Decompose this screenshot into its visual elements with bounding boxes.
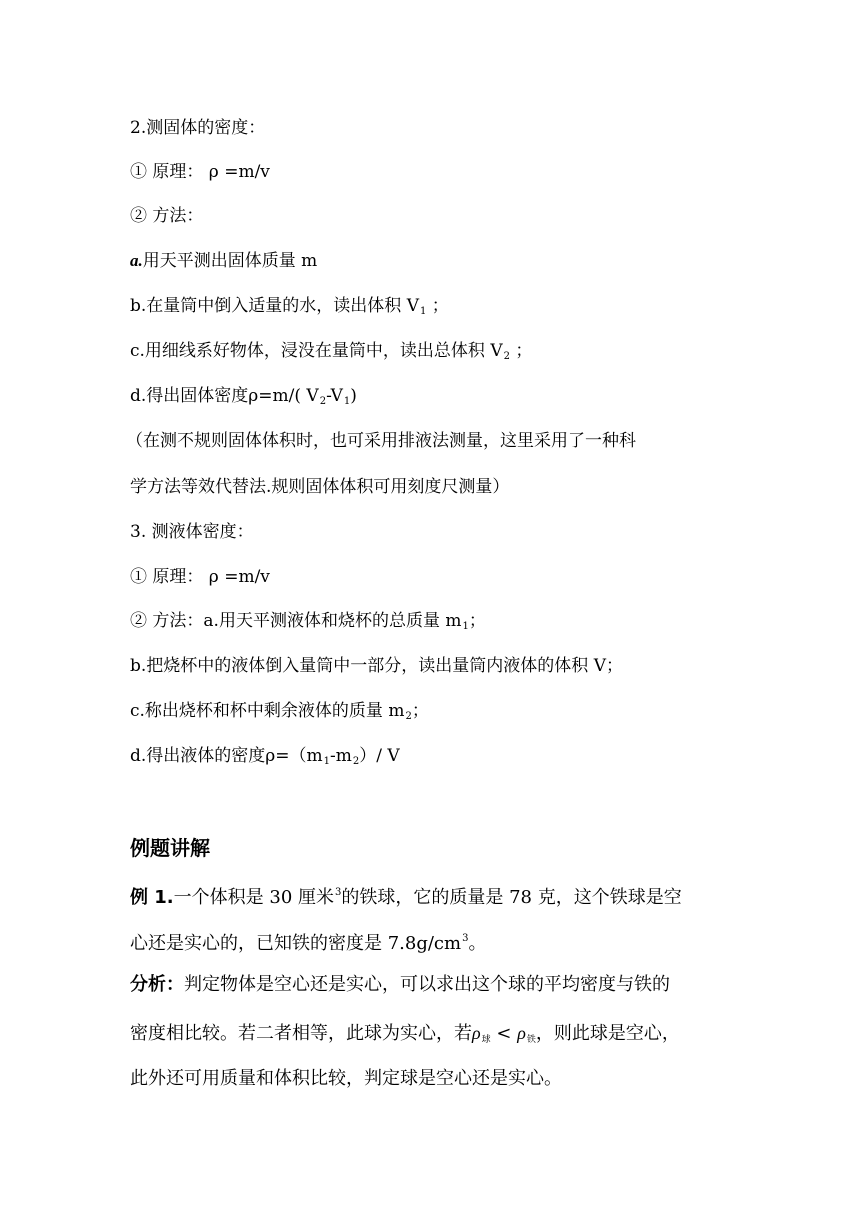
section3-step-b <box>130 656 623 676</box>
example1-line2-end: 。 <box>468 933 487 954</box>
example1-text-a: 一个体积是 30 厘米 <box>173 887 334 908</box>
step-b-tail: ； <box>426 296 449 316</box>
analysis-line1-text: 判定物体是空心还是实心，可以求出这个球的平均密度与铁的 <box>184 974 670 995</box>
analysis-line2 <box>130 1023 680 1050</box>
section3-step-c-tail: ； <box>411 701 429 721</box>
section3-step-c-subscript: 2 <box>405 711 412 722</box>
section2-method-text: ② 方法： <box>130 206 204 226</box>
example1-label: 例 1. <box>130 887 174 908</box>
section3-step-d-head: d.得出液体的密度ρ=（m <box>130 746 323 766</box>
section2-step-c <box>130 341 532 367</box>
note-line2-text: 学方法等效代替法.规则固体体积可用刻度尺测量） <box>130 477 510 497</box>
step-d-subscript-1: 2 <box>319 396 327 407</box>
examples-heading <box>130 836 210 860</box>
step-d-tail: ) <box>350 386 357 406</box>
step-c-text: c.用细线系好物体，浸没在量筒中，读出总体积 V <box>130 341 503 361</box>
section3-method <box>130 611 486 637</box>
less-than-sign: < <box>490 1023 518 1044</box>
section3-title <box>130 522 254 542</box>
section2-note-line2 <box>130 477 509 497</box>
section3-step-c <box>130 701 429 727</box>
section3-step-d-subscript-2: 2 <box>352 756 360 767</box>
section2-principle <box>130 162 270 182</box>
section3-method-subscript: 1 <box>462 621 469 632</box>
step-b-text: b.在量筒中倒入适量的水，读出体积 V <box>130 296 419 316</box>
section2-method <box>130 206 203 226</box>
analysis-line1 <box>130 975 670 995</box>
section3-principle <box>130 567 270 587</box>
section3-step-b-text: b.把烧杯中的液体倒入量筒中一部分，读出量筒内液体的体积 V； <box>130 656 623 676</box>
analysis-label: 分析： <box>130 974 184 995</box>
example1-line2-superscript: 3 <box>462 933 469 944</box>
section3-method-tail: ； <box>468 611 486 631</box>
step-b-subscript: 1 <box>419 306 427 317</box>
section3-step-d <box>130 746 400 772</box>
step-d-text: d.得出固体密度ρ=m/( V <box>130 386 319 406</box>
section2-step-a <box>130 251 317 271</box>
rho-iron-subscript: 铁 <box>526 1035 536 1045</box>
example1-text-b: 的铁球，它的质量是 78 克，这个铁球是空 <box>341 887 682 908</box>
example1-superscript: 3 <box>335 887 342 898</box>
example1-line2 <box>130 929 486 954</box>
section2-title <box>130 118 265 138</box>
step-d-mid: -V <box>326 386 343 406</box>
rho-ball-subscript: 球 <box>481 1035 491 1045</box>
step-a-letter: a. <box>130 251 143 270</box>
section2-step-d <box>130 386 357 412</box>
analysis-line3 <box>130 1069 562 1089</box>
section3-step-c-text: c.称出烧杯和杯中剩余液体的质量 m <box>130 701 405 721</box>
example1-line1 <box>130 883 682 908</box>
section3-step-d-tail: ）/ V <box>359 746 400 766</box>
step-a-text: 用天平测出固体质量 m <box>142 251 318 271</box>
section3-step-d-subscript-1: 1 <box>323 756 331 767</box>
analysis-line2-text-b: ，则此球是空心， <box>535 1023 680 1044</box>
section3-method-text: ② 方法：a.用天平测液体和烧杯的总质量 m <box>130 611 462 631</box>
example1-line2-text: 心还是实心的，已知铁的密度是 7.8g/cm <box>130 933 462 954</box>
section2-step-b <box>130 296 449 322</box>
note-line1-text: （在测不规则固体体积时，也可采用排液法测量，这里采用了一种科 <box>126 431 636 451</box>
step-c-tail: ； <box>509 341 533 361</box>
examples-heading-text: 例题讲解 <box>130 836 210 860</box>
analysis-line2-text-a: 密度相比较。若二者相等，此球为实心，若 <box>130 1023 472 1044</box>
section3-title-text: 3. 测液体密度： <box>130 522 254 542</box>
rho-ball-symbol: ρ <box>472 1023 481 1043</box>
section3-step-d-mid: -m <box>330 746 352 766</box>
section2-title-text: 2.测固体的密度： <box>130 118 266 138</box>
rho-iron-symbol: ρ <box>517 1023 526 1043</box>
section2-principle-text: ① 原理： ρ =m/v <box>130 162 270 182</box>
analysis-line3-text: 此外还可用质量和体积比较，判定球是空心还是实心。 <box>130 1068 562 1089</box>
step-d-subscript-2: 1 <box>343 396 351 407</box>
step-c-subscript: 2 <box>503 351 510 362</box>
section3-principle-text: ① 原理： ρ =m/v <box>130 567 270 587</box>
section2-note-line1 <box>126 431 636 451</box>
